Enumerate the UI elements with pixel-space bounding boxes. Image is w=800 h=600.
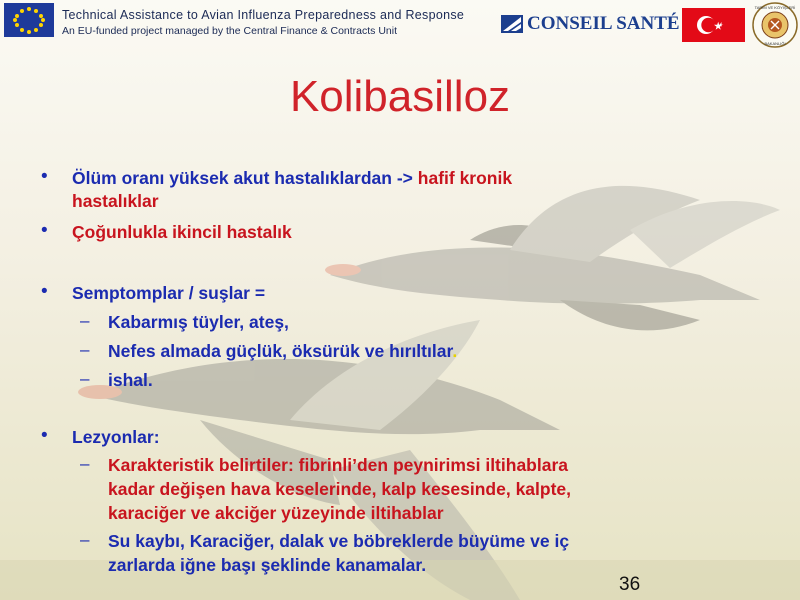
bullet-symptoms: Semptomplar / suşlar = bbox=[72, 283, 266, 303]
slide-page-number: 36 bbox=[619, 574, 641, 595]
symptom-breathing bbox=[108, 341, 457, 362]
lesion-characteristic-line2: kadar değişen hava keselerinde, kalp kesesinde, kalpte, bbox=[108, 479, 572, 499]
conseil-sante-text: CONSEIL SANTÉ bbox=[527, 13, 680, 34]
svg-text:BAKANLIĞI: BAKANLIĞI bbox=[764, 41, 786, 46]
project-header-text bbox=[62, 8, 464, 37]
bullet-lesions: Lezyonlar: bbox=[72, 427, 160, 447]
bullet-mortality-continued: hastalıklar bbox=[72, 191, 159, 211]
conseil-sante-mark-icon bbox=[501, 15, 523, 33]
sub-bullet-marker: – bbox=[80, 530, 90, 549]
bullet-mortality-highlight: hafif kronik bbox=[417, 168, 513, 188]
symptom-feathers-fever: Kabarmış tüyler, ateş, bbox=[108, 312, 289, 332]
bullet-marker: • bbox=[41, 166, 48, 187]
bullet-marker: • bbox=[41, 281, 48, 302]
bullet-mortality bbox=[72, 168, 512, 189]
symptom-diarrhea: ishal. bbox=[108, 370, 153, 390]
bullet-marker: • bbox=[41, 220, 48, 241]
symptom-breathing-dot: . bbox=[452, 341, 458, 361]
slide-title: Kolibasilloz bbox=[289, 72, 511, 121]
sub-bullet-marker: – bbox=[80, 311, 90, 330]
lesion-water-loss-line1: Su kaybı, Karaciğer, dalak ve böbreklerde büyüme ve iç bbox=[108, 531, 570, 551]
bullet-mortality-text: Ölüm oranı yüksek akut hastalıklardan -> bbox=[72, 168, 418, 188]
bullet-marker: • bbox=[41, 425, 48, 446]
sub-bullet-marker: – bbox=[80, 454, 90, 473]
turkey-flag-icon bbox=[682, 8, 745, 42]
ministry-seal-icon bbox=[752, 2, 798, 48]
svg-text:TARIM VE KÖYİŞLERİ: TARIM VE KÖYİŞLERİ bbox=[754, 5, 796, 10]
sub-bullet-marker: – bbox=[80, 369, 90, 388]
project-subtitle: An EU-funded project managed by the Central Finance & Contracts Unit bbox=[62, 25, 398, 37]
sub-bullet-marker: – bbox=[80, 340, 90, 359]
header-bar bbox=[0, 0, 800, 50]
symptom-breathing-text: Nefes almada güçlük, öksürük ve hırıltılar bbox=[108, 341, 453, 361]
project-title: Technical Assistance to Avian Influenza Preparedness and Response bbox=[62, 8, 465, 22]
conseil-sante-logo bbox=[497, 9, 680, 43]
bullet-secondary-disease: Çoğunlukla ikincil hastalık bbox=[72, 222, 292, 242]
lesion-characteristic-line1: Karakteristik belirtiler: fibrinli’den peynirimsi iltihablara bbox=[108, 455, 568, 475]
eu-flag-icon bbox=[4, 3, 54, 37]
lesion-characteristic-line3: karaciğer ve akciğer yüzeyinde iltihablar bbox=[108, 503, 444, 523]
lesion-water-loss-line2: zarlarda iğne başı şeklinde kanamalar. bbox=[108, 555, 427, 575]
